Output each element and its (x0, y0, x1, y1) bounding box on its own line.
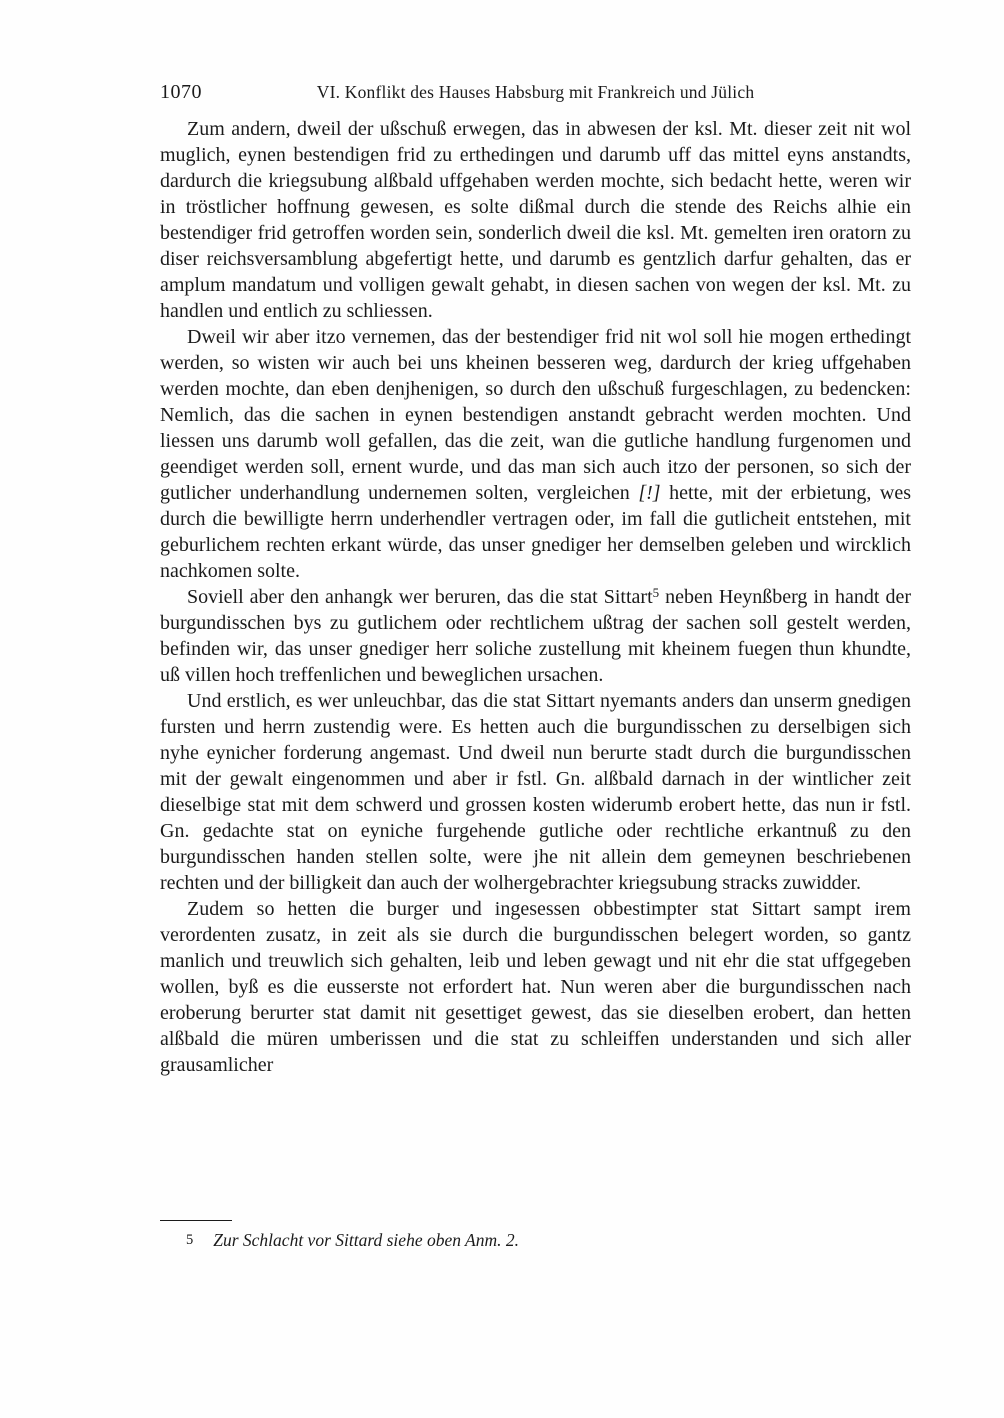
paragraph-text: Soviell aber den anhangk wer beruren, das die stat Sittart (187, 586, 653, 608)
sic-marker: [!] (638, 482, 661, 504)
footnote-area (160, 1220, 911, 1252)
footnote (160, 1228, 911, 1252)
footnote-rule (160, 1220, 232, 1221)
paragraph: Zudem so hetten die burger und ingesessen obbestimpter stat Sittart sampt irem verordenten zusatz, in zeit als sie durch die burgundisschen belegert worden, so gantz manlich und treuwlich sich gehalten, leib und leben gewagt und nit ehr die stat uffgegeben wollen, byß es die eusserste not erfordert hat. Nun weren aber die burgundisschen nach eroberung berurter stat damit nit gesettiget gewest, das sie dieselben erobert, dan hetten alßbald die müren umberissen und die stat zu schleiffen understanden und sich aller grausamlicher (160, 898, 911, 1076)
paragraph-text: neben Heynßberg in handt der burgundisschen bys zu gutlichem oder rechtlichem ußtrag der sachen soll gestelt werden, befinden wir, das unser gnediger herr soliche zustellung mit kheinem fuegen thun khundte, uß villen hoch treffenlichen und beweglichen ursachen. (160, 586, 912, 686)
paragraph-text: hette, mit der erbietung, wes durch die bewilligte herrn underhendler vertragen oder, im fall die gutlicheit entstehen, mit geburlichem rechten erkant würde, das unser gnediger her demselben geleben und wircklich nachkomen solte. (160, 482, 911, 582)
footnote-marker: 5 (186, 1232, 194, 1248)
paragraph: Und erstlich, es wer unleuchbar, das die stat Sittart nyemants anders dan unserm gnedigen fursten und herrn zustendig were. Es hetten auch die burgundisschen zu derselbigen sich nyhe eynicher forderung angemast. Und dweil nun berurte stadt durch die burgundisschen mit der gewalt eingenommen und aber ir fstl. Gn. alßbald darnach in der wintlicher zeit dieselbige stat mit dem schwerd und grossen kosten widerumb erobert hette, das nun ir fstl. Gn. gedachte stat on eyniche furgehende gutliche oder rechtliche erkantnuß zu den burgundisschen handen stellen solte, were jhe nit allein dem gemeynen beschriebenen rechten und der billigkeit dan auch der wolhergebrachter kriegsubung stracks zuwidder. (160, 690, 911, 894)
body-text (160, 116, 911, 1078)
footnote-reference: 5 (652, 585, 660, 600)
paragraph: Zum andern, dweil der ußschuß erwegen, das in abwesen der ksl. Mt. dieser zeit nit wol muglich, eynen bestendigen frid zu erthedingen und darumb uff das mittel eyns anstandts, dardurch die kriegsubung alßbald uffgehaben werden mochte, sich bedacht hette, weren wir in tröstlicher hoffnung gewesen, es solte dißmal durch die stende des Reichs alhie ein bestendiger frid getroffen worden sein, sonderlich dweil die ksl. Mt. gemelten iren oratorn zu diser reichsversamblung abgefertigt hette, und darumb es gentzlich darfur gehalten, das er amplum mandatum und volligen gewalt gehabt, in diesen sachen von wegen der ksl. Mt. zu handlen und entlich zu schliessen. (160, 118, 911, 322)
footnote-text: Zur Schlacht vor Sittard siehe oben Anm. 2. (213, 1230, 519, 1250)
running-head: VI. Konflikt des Hauses Habsburg mit Frankreich und Jülich (316, 82, 755, 102)
page-number: 1070 (160, 81, 202, 103)
page-header (160, 80, 911, 104)
paragraph-text: Dweil wir aber itzo vernemen, das der bestendiger frid nit wol soll hie mogen erthedingt werden, so wisten wir auch bei uns kheinen besseren weg, dardurch der krieg uffgehaben werden mochte, dan eben denjhenigen, so durch den ußschuß furgeschlagen, zu bedencken: Nemlich, das die sachen in eynen bestendigen anstandt gebracht werden mochten. Und liessen uns darumb woll gefallen, das die zeit, wan die gutliche handlung furgenomen und geendiget werden soll, ernent wurde, und das man sich auch itzo der personen, so sich der gutlicher underhandlung undernemen solten, vergleichen (160, 326, 911, 504)
paragraph (160, 324, 911, 584)
paragraph (160, 584, 911, 688)
